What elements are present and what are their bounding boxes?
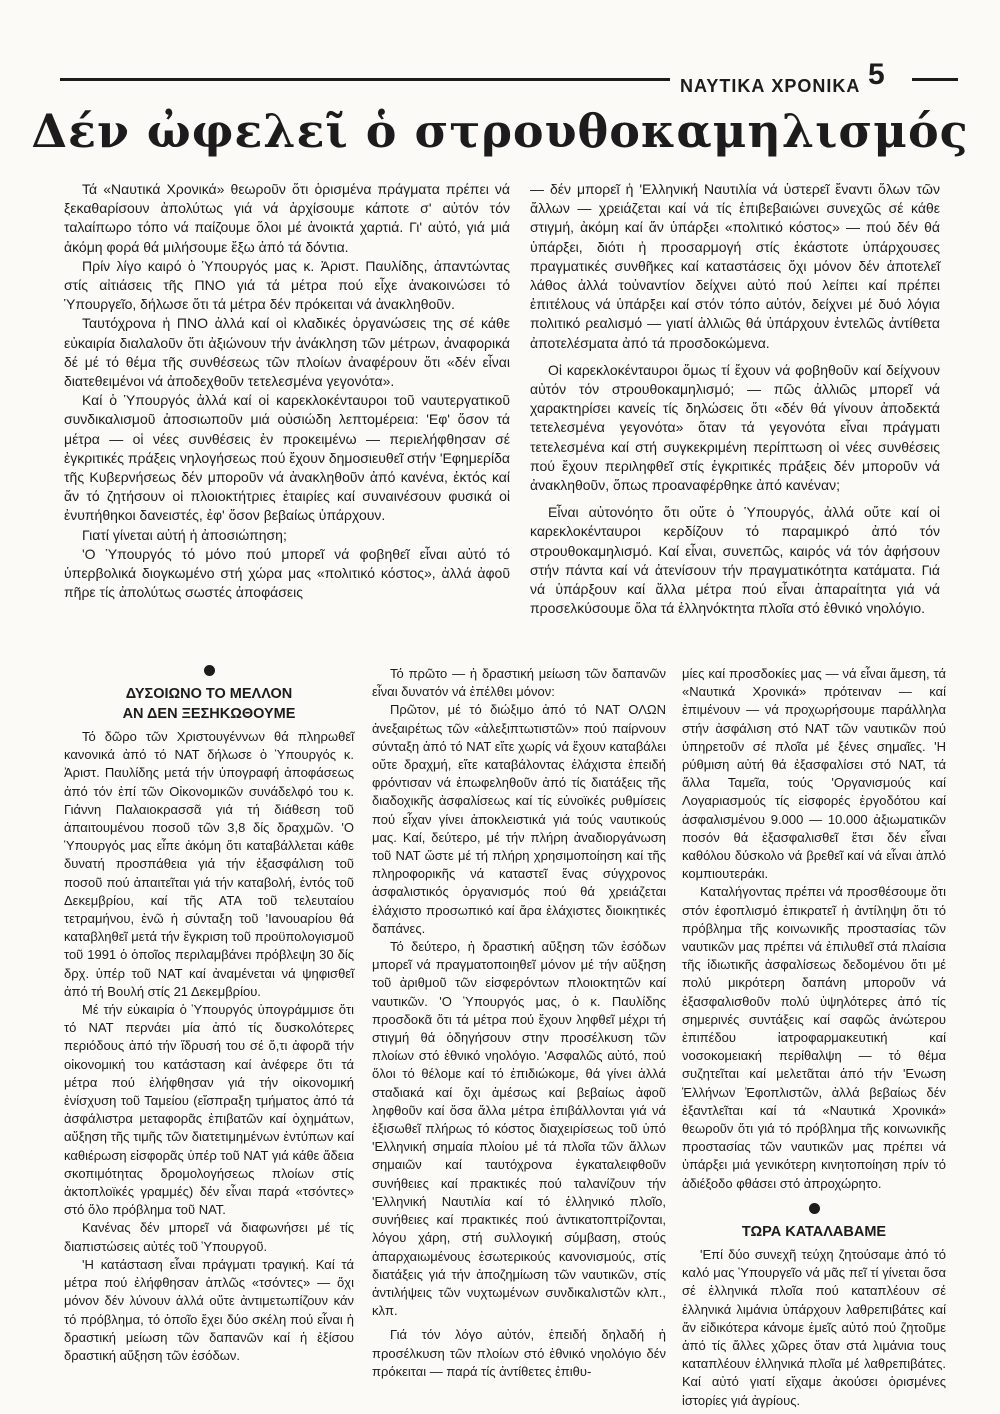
- bottom-left-column: [64, 655, 354, 1365]
- header-rule-left: [60, 78, 670, 81]
- paragraph: Εἶναι αὐτονόητο ὅτι οὔτε ὁ Ὑπουργός, ἀλλά οὔτε καί οἱ καρεκλοκένταυροι κερδίζουν τό παραμικρό ἀπό τόν στρουθοκαμηλισμό. Καί εἶναι, συνεπῶς, καιρός νά τόν ἀφήσουν στήν πάντα καί νά ἀτενίσουν τήν πραγματικότητα κατάματα. Γιά νά ὑπάρξουν καί ἄλλα μέτρα πού εἶναι ἀπαραίτητα γιά νά προσελκύσουμε ὅλα τά ἑλληνόκτητα πλοῖα στό ἐθνικό νηολόγιο.: [530, 504, 940, 617]
- paragraph: — δέν μπορεῖ ἡ 'Ελληνική Ναυτιλία νά ὑστερεῖ ἔναντι ὅλων τῶν ἄλλων — χρειάζεται καί νά τίς ἐπιβεβαιώνει συνεχῶς σέ κάθε στιγμή, ἀκόμη καί ἄν ὑπάρξει «πολιτικό κόστος» — πού δέν θά ὑπάρξει, διότι ἡ προσαρμογή στίς ἑκάστοτε ὑπάρχουσες πραγματικές συνθῆκες καί καταστάσεις ὄχι μόνον δέν ἀποτελεῖ λάθος ἀλλά τοὐναντίον δείχνει αὐτό πού λείπει καί πρέπει ἐπιτέλους νά ὑπάρξει καί στόν τόπο αὐτόν, δείχνει μέ δυό λόγια πολιτικό ρεαλισμό — γιατί ἀλλιῶς θά ὑπάρχουν ἐντελῶς ἀντίθετα ἀποτελέσματα ἀπό τά προσδοκώμενα.: [530, 181, 940, 351]
- paragraph: Μέ τήν εὐκαιρία ὁ Ὑπουργός ὑπογράμμισε ὅτι τό ΝΑΤ περνάει μία ἀπό τίς δυσκολότερες περιόδους ἀπό τήν ἵδρυσή του σέ ὅ,τι ἀφορᾶ τήν οἰκονομική του κατάσταση καί ἀνέφερε ὅτι τά μέτρα πού ἐλήφθησαν γιά τήν οἰκονομική ἐνίσχυση τοῦ Ταμείου (εἴσπραξη τμήματος ἀπό τά ἀσφάλιστρα μεταφορᾶς ἐπιβατῶν καί ὀχημάτων, αὔξηση τῆς τιμῆς τῶν διατετιμημένων ἐντύπων καί καθιέρωση εἰσφορᾶς ὑπέρ τοῦ ΝΑΤ γιά κάθε ἄδεια σκοπιμότητας δρομολογήσεως πλοίων στίς ἀκτοπλοϊκές γραμμές) δέν εἶναι παρά «τσόντες» στό ὅλο πρόβλημα τοῦ ΝΑΤ.: [64, 1002, 354, 1218]
- paragraph: Πρῶτον, μέ τό διώξιμο ἀπό τό ΝΑΤ ΟΛΩΝ ἀνεξαιρέτως τῶν «ἀλεξιπτωτιστῶν» πού παίρνουν σύνταξη ἀπό τό ΝΑΤ εἴτε χωρίς νά ἔχουν καταβάλει οὔτε δραχμή, εἴτε καταβάλοντας ἐλάχιστα ἐπειδή φρόντισαν νά ἐπωφεληθοῦν ἀπό τίς διατάξεις τῆς διαδοχικῆς ἀσφαλίσεως καί τίς εὐνοϊκές ρυθμίσεις πού εἶχαν γίνει ἀποκλειστικά γιά τούς ναυτικούς μας. Καί, δεύτερο, μέ τήν πλήρη ἀναδιοργάνωση τοῦ ΝΑΤ ὥστε μέ τή πλήρη χρησιμοποίηση καί τῆς πληροφορικῆς νά καταστεῖ ἕνας σύγχρονος ἀσφαλιστικός ὀργανισμός πού θά χρειάζεται ἐλάχιστο προσωπικό καί ἄρα ἐλάχιστες διοικητικές δαπάνες.: [372, 702, 666, 936]
- paragraph: Ταυτόχρονα ἡ ΠΝΟ ἀλλά καί οἱ κλαδικές ὀργανώσεις της σέ κάθε εὐκαιρία διαλαλοῦν ὅτι ἀξιώνουν τήν ἀνάκληση τῶν μέτρων, ἀναφορικά δέ μέ τό θέμα τῆς συνθέσεως τῶν πλοίων ἀναφέρουν ὅτι «δέν εἶναι διατεθειμένοι νά ἀποδεχθοῦν τετελεσμένα γεγονότα».: [64, 315, 510, 390]
- paragraph: 'Ο Ὑπουργός τό μόνο πού μπορεῖ νά φοβηθεῖ εἶναι αὐτό τό ὑπερβολικά διογκωμένο στή χώρα μας «πολιτικό κόστος», ἀλλά ἀφοῦ πῆρε τίς ἀπολύτως σωστές ἀποφάσεις: [64, 545, 510, 601]
- paragraph: Τό δεύτερο, ἡ δραστική αὔξηση τῶν ἐσόδων μπορεῖ νά πραγματοποιηθεῖ μόνον μέ τήν αὔξηση τοῦ ἀριθμοῦ τῶν εἰσφερόντων πλοιοκτητῶν καί ναυτικῶν. 'Ο Ὑπουργός μας, ὁ κ. Παυλίδης προσδοκᾶ ὅτι τά μέτρα πού ἔχουν ληφθεῖ μέχρι τή στιγμή θά ὁδηγήσουν στην προσέλκυση τῶν πλοίων στό ἐθνικό νηολόγιο. 'Ασφαλῶς αὐτό, πού ὅλοι τό θέλομε καί τό ἐπιδιώκομε, θά γίνει ἀλλά σταδιακά καί ὄχι ἀμέσως καί βεβαίως ἀφοῦ ληφθοῦν καί ὅσα ἄλλα μέτρα ἐπιβάλλονται γιά νά ἐξισωθεῖ πλήρως τό κόστος διαχειρίσεως τοῦ ὑπό 'Ελληνική σημαία πλοίου μέ τά πλοῖα τῶν ἄλλων σημαιῶν καί ταυτόχρονα ἐγκαταλειφθοῦν συνήθειες καί πρακτικές πού ταλανίζουν τήν 'Ελληνική Ναυτιλία καί τό ἑλληνικό πλοῖο, συνήθειες καί πρακτικές πού ἀντικατοπτρίζονται, λόγου χάρη, στή συλλογική σύμβαση, στούς ἀπαρχαιωμένους ἐσωτερικούς κανονισμούς, στίς διατάξεις γιά τήν ἀποζημίωση τῶν ναυτικῶν, στίς ἀντιλήψεις τῶν νυχτωμένων συνδικαλιστῶν κλπ., κλπ.: [372, 939, 666, 1319]
- paragraph: Καί ὁ Ὑπουργός ἀλλά καί οἱ καρεκλοκένταυροι τοῦ ναυτεργατικοῦ συνδικαλισμοῦ ἀποσιωποῦν μιά οὐσιώδη λεπτομέρεια: 'Εφ' ὅσον τά μέτρα — οἱ νέες συνθέσεις ἐν προκειμένω — περιελήφθησαν σέ ἐγκριτικές πράξεις νηλογήσεως πού ἔχουν δημοσιευθεῖ στήν 'Εφημερίδα τῆς Κυβερνήσεως δέν μποροῦν νά ἀνακληθοῦν ἀπό κανένα, ἐκτός καί ἄν τό ζητήσουν οἱ πλοιοκτήτριες ἑταιρίες καί συναινέσουν φυσικά οἱ ἐνυπήθηκοι δανειστές, ἐφ' ὅσον βεβαίως ὑπάρχουν.: [64, 392, 510, 524]
- section1-title-line2: ΑΝ ΔΕΝ ΞΕΣΗΚΩΘΟΥΜΕ: [122, 706, 296, 722]
- paragraph: Καταλήγοντας πρέπει νά προσθέσουμε ὅτι στόν ἐφοπλισμό ἐπικρατεῖ ἡ ἀντίληψη ὅτι τό πρόβλημα τῆς κοινωνικῆς προστασίας τῶν ναυτικῶν μας πρέπει νά ἐπιλυθεῖ στά πλαίσια τῆς ἰδιωτικῆς ἀσφαλίσεως δεδομένου ὅτι μέ πολύ μικρότερη δαπάνη μποροῦν νά ἐξασφαλισθοῦν πολύ ὑψηλότερες ἀπό τίς σημερινές συντάξεις καί σαφῶς ἀνώτερου ἐπιπέδου ἰατροφαρμακευτική καί νοσοκομειακή περίθαλψη — τό θέμα συζητεῖται καί μελετᾶται ἀπό τήν 'Ενωση Ἑλλήνων Ἐφοπλιστῶν, ἀλλά βεβαίως δέν ἐξαντλεῖται καί τά «Ναυτικά Χρονικά» θεωροῦν ὅτι γιά τό πρόβλημα τῆς κοινωνικῆς προστασίας τῶν ναυτικῶν μας πρέπει νά ὑπάρξει μιά γενικότερη κινητοποίηση πρίν τό ἀδιέξοδο φθάσει στό ἀπροχώρητο.: [682, 884, 946, 1191]
- headline: Δέν ὠφελεῖ ὁ στρουθοκαμηλισμός: [31, 104, 969, 158]
- paragraph: Γιατί γίνεται αὐτή ἡ ἀποσιώπηση;: [82, 526, 287, 543]
- section2-title: ΤΩΡΑ ΚΑΤΑΛΑΒΑΜΕ: [741, 1223, 887, 1240]
- paragraph: μίες καί προσδοκίες μας — νά εἶναι ἄμεση, τά «Ναυτικά Χρονικά» πρότειναν — καί ἐπιμένουν — νά προχωρήσουμε παράλληλα στήν ἀσφάλιση στό ΝΑΤ τῶν ναυτικῶν πού ὑπηρετοῦν σέ πλοῖα μέ ξένες σημαῖες. 'Η ρύθμιση αὐτή θά ἐξασφαλίσει στό ΝΑΤ, τά ἄλλα Ταμεῖα, τούς 'Οργανισμούς καί Λογαριασμούς τίς εἰσφορές ἐργοδότου καί ἀσφαλισμένου 9.000 — 10.000 ἀξιωματικῶν ποσόν θά ἐξασφαλισθεῖ ἔτσι δέν εἶναι καθόλου δύσκολο νά βρεθεῖ καί νά εἶναι ἁπλό κομπιουτεράκι.: [682, 666, 946, 882]
- header-rule-right: [912, 78, 958, 81]
- top-right-column: [530, 180, 940, 618]
- paragraph: 'Επί δύο συνεχῆ τεύχη ζητούσαμε ἀπό τό καλό μας Ὑπουργεῖο νά μᾶς πεῖ τί γίνεται ὅσα σέ ἑλληνικά πλοῖα πού καταπλέουν σέ ἑλληνικά λιμάνια ὑπάρχουν λαθρεπιβάτες καί ἄν εἰδικότερα κάνομε ἐμεῖς αὐτό πού ζητοῦμε ἀπό τίς ἄλλες χῶρες ὅταν στά λιμάνια τους καταπλέουν ἑλληνικά πλοῖα μέ λαθρεπιβάτες. Καί αὐτό γιατί εἴχαμε ἀκούσει ὁρισμένες ἱστορίες γιά ἀγρίους.: [682, 1246, 946, 1408]
- paragraph: Κανένας δέν μπορεῖ νά διαφωνήσει μέ τίς διαπιστώσεις αὐτές τοῦ Ὑπουργοῦ.: [64, 1220, 354, 1254]
- bottom-middle-column: [372, 665, 666, 1381]
- paragraph: Τό πρῶτο — ἡ δραστική μείωση τῶν δαπανῶν εἶναι δυνατόν νά ἐπέλθει μόνον:: [372, 666, 666, 700]
- top-left-column: [64, 180, 510, 602]
- paragraph: Οἱ καρεκλοκένταυροι ὅμως τί ἔχουν νά φοβηθοῦν καί δείχνουν αὐτόν τόν στρουθοκαμηλισμό; — πῶς ἀλλιῶς μπορεῖ νά χαρακτηρίσει κανείς τίς δηλώσεις ὅτι «δέν θά γίνουν ἀποδεκτά τετελεσμένα γεγονότα» ὅταν τά γεγονότα εἶναι πράγματι τετελεσμένα καί στή συγκεκριμένη περίπτωση οἱ νέες συνθέσεις πού ἔχουν περιληφθεῖ στίς ἐγκριτικές πράξεις δέν μποροῦν νά ἀνακληθοῦν, ὅπως προαναφέρθηκε ἀπό κανέναν;: [530, 361, 940, 494]
- paragraph: Γιά τόν λόγο αὐτόν, ἐπειδή δηλαδή ἡ προσέλκυση τῶν πλοίων στό ἐθνικό νηολόγιο δέν πρόκειται — παρά τίς ἀντίθετες ἐπιθυ-: [372, 1327, 666, 1379]
- section-bullet: [809, 1203, 820, 1214]
- section1-title-line1: ΔΥΣΟΙΩΝΟ ΤΟ ΜΕΛΛΟΝ: [125, 686, 293, 702]
- paragraph: Τά «Ναυτικά Χρονικά» θεωροῦν ὅτι ὁρισμένα πράγματα πρέπει νά ξεκαθαρίσουν ἀπολύτως γιά νά ἀρχίσουμε κάποτε σ' αὐτόν τόν ταλαίπωρο τόπο νά παίζουμε ὅλοι μέ ἀνοικτά χαρτιά. Γι' αὐτό, γιά μιά ἀκόμη φορά θά μιλήσουμε ἔξω ἀπό τά δόντια.: [64, 181, 510, 255]
- masthead: ΝΑΥΤΙΚΑ ΧΡΟΝΙΚΑ: [680, 76, 861, 96]
- page-number: 5: [868, 58, 885, 91]
- paragraph: Πρίν λίγο καιρό ὁ Ὑπουργός μας κ. Ἀριστ. Παυλίδης, ἀπαντώντας στίς αἰτιάσεις τῆς ΠΝΟ γιά τά μέτρα πού εἶχε ἀνακοινώσει τό Ὑπουργεῖο, δήλωσε ὅτι τά μέτρα δέν πρόκειται νά ἀνακληθοῦν.: [64, 257, 510, 313]
- paragraph: Τό δῶρο τῶν Χριστουγέννων θά πληρωθεῖ κανονικά ἀπό τό ΝΑΤ δήλωσε ὁ Ὑπουργός κ. Ἀριστ. Παυλίδης μετά τήν ὑπογραφή ἀποφάσεως ἀπό τόν ἐπί τῶν Οἰκονομικῶν συνάδελφό του κ. Γιάννη Παλαιοκρασσᾶ γιά τή διάθεση τοῦ ἀπαιτουμένου ποσοῦ τῶν 3,8 δίς δραχμῶν. 'Ο Ὑπουργός μας εἶπε ἀκόμη ὅτι καταβάλλεται κάθε δυνατή προσπάθεια γιά τήν ἐξασφάλιση τοῦ ποσοῦ πού ἀπαιτεῖται γιά τήν καταβολή, ἐντός τοῦ Δεκεμβρίου, καί τῆς ΑΤΑ τοῦ τελευταίου τετραμήνου, ἐνῶ ἡ σύνταξη τοῦ 'Ιανουαρίου θά καταβληθεῖ μετά τήν ἔγκριση τοῦ προϋπολογισμοῦ τοῦ 1991 ὁ ὁποῖος περιλαμβάνει πρόβλεψη 30 δίς δρχ. ὑπέρ τοῦ ΝΑΤ καί ἀναμένεται νά ψηφισθεῖ ἀπό τή Βουλή στίς 21 Δεκεμβρίου.: [64, 729, 354, 999]
- bottom-right-column: [682, 665, 946, 1410]
- paragraph: 'Η κατάσταση εἶναι πράγματι τραγική. Καί τά μέτρα πού ἐλήφθησαν ἁπλῶς «τσόντες» — ὄχι μόνον δέν λύνουν ἀλλά οὔτε ἀντιμετωπίζουν κάν τό πρόβλημα, τό ὁποῖο ἔχει δύο σκέλη πού εἶναι ἡ δραστική μείωση τῶν δαπανῶν καί ἡ ἐξίσου δραστική αὔξηση τῶν ἐσόδων.: [64, 1256, 354, 1363]
- section-bullet: [204, 665, 215, 676]
